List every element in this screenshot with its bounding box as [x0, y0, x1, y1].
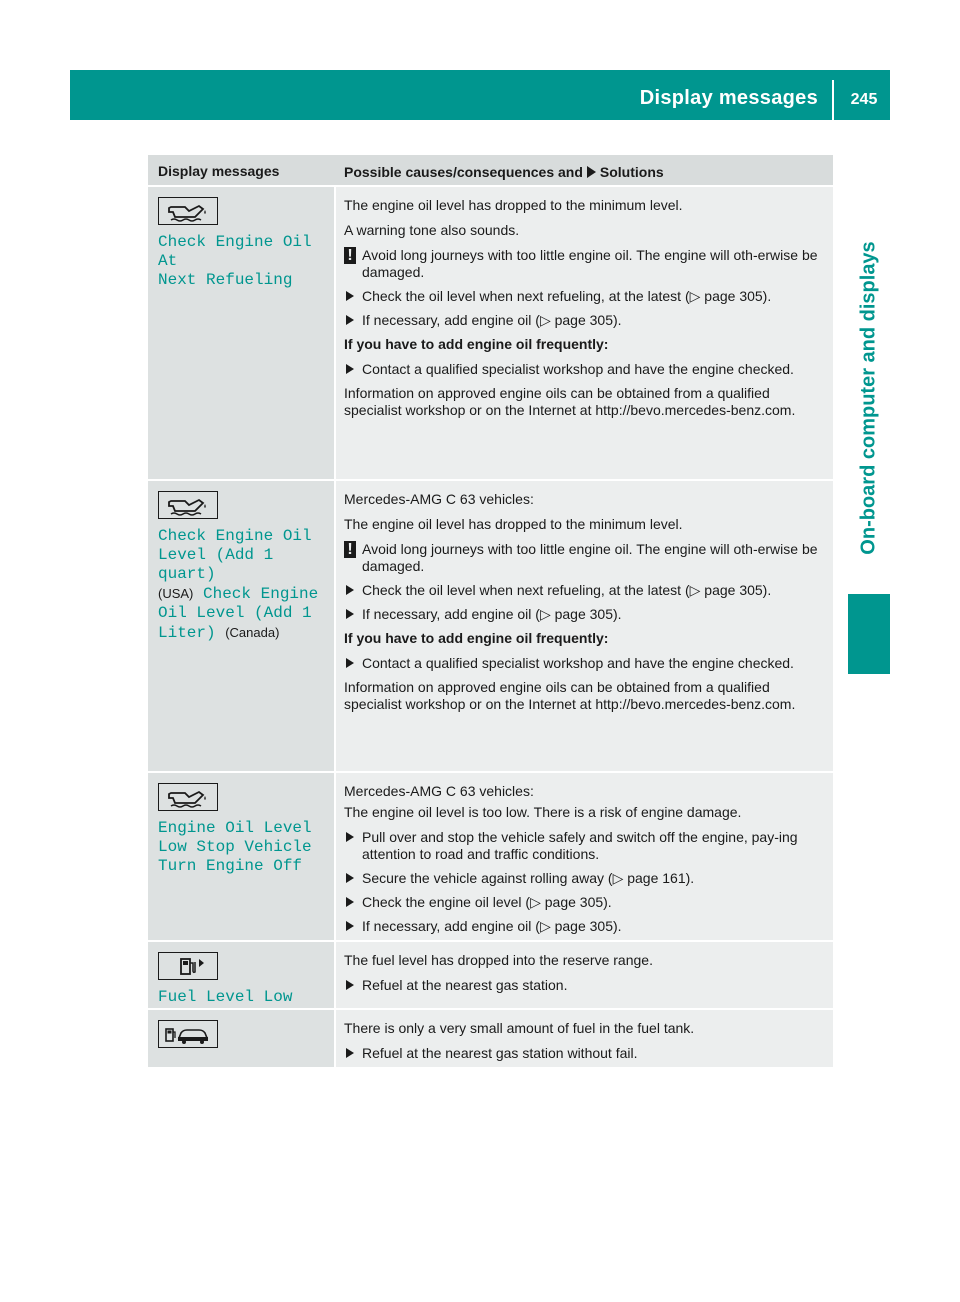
- step-arrow-icon: [346, 585, 354, 595]
- warning-icon: !: [344, 247, 356, 264]
- causes-solutions-cell: [336, 773, 833, 940]
- instruction-step: [344, 288, 827, 305]
- description-text: There is only a very small amount of fuel in the fuel tank.: [344, 1020, 695, 1036]
- warning-note: [344, 541, 827, 575]
- step-text: If necessary, add engine oil (▷ page 305).: [362, 918, 622, 934]
- step-arrow-icon: [346, 315, 354, 325]
- instruction-step: [344, 894, 827, 911]
- step-text: Contact a qualified specialist workshop and have the engine checked.: [362, 655, 794, 671]
- warning-text: Avoid long journeys with too little engine oil. The engine will oth-erwise be damaged.: [362, 541, 818, 574]
- instruction-step: [344, 606, 827, 623]
- step-text: If necessary, add engine oil (▷ page 305).: [362, 606, 622, 622]
- display-text-line: Fuel Level Low: [158, 988, 293, 1006]
- display-text-line: Liter): [158, 624, 216, 642]
- table-row: [148, 481, 833, 773]
- display-text-line: Check Engine: [203, 585, 319, 603]
- region-note: (Canada): [225, 625, 280, 640]
- display-text-line: Turn Engine Off: [158, 857, 303, 875]
- warning-note: [344, 247, 827, 281]
- subheading: If you have to add engine oil frequently:: [344, 336, 609, 352]
- instruction-step: [344, 918, 827, 935]
- instruction-step: [344, 582, 827, 599]
- warning-icon: !: [344, 541, 356, 558]
- region-note: (USA): [158, 586, 194, 601]
- display-text-line: Check Engine Oil At: [158, 233, 312, 270]
- step-arrow-icon: [346, 364, 354, 374]
- table-row: [148, 773, 833, 942]
- info-text: Information on approved engine oils can be obtained from a qualified specialist workshop or on the Internet at http://bevo.mercedes-benz.com.: [344, 679, 796, 712]
- step-text: Refuel at the nearest gas station.: [362, 977, 568, 993]
- display-text-line: Level (Add 1 quart): [158, 546, 274, 583]
- display-text-line: Check Engine Oil: [158, 527, 312, 545]
- col-header-display-messages: Display messages: [158, 163, 280, 179]
- display-text-line: Next Refueling: [158, 271, 293, 289]
- instruction-step: [344, 829, 827, 863]
- engine-oil-icon: [158, 491, 218, 519]
- header-divider: [832, 80, 834, 120]
- table-row: [148, 942, 833, 1010]
- step-text: Check the oil level when next refueling, at the latest (▷ page 305).: [362, 288, 772, 304]
- display-text-line: Low Stop Vehicle: [158, 838, 312, 856]
- info-text: Information on approved engine oils can be obtained from a qualified specialist workshop or on the Internet at http://bevo.mercedes-benz.com.: [344, 385, 796, 418]
- display-text-line: Oil Level (Add 1: [158, 604, 312, 622]
- engine-oil-icon: [158, 783, 218, 811]
- step-text: Refuel at the nearest gas station without fail.: [362, 1045, 638, 1061]
- step-arrow-icon: [346, 921, 354, 931]
- step-arrow-icon: [346, 658, 354, 668]
- table-row: [148, 1010, 833, 1067]
- causes-solutions-cell: [336, 942, 833, 1008]
- instruction-step: [344, 361, 827, 378]
- description-text: Mercedes-AMG C 63 vehicles:: [344, 491, 534, 507]
- step-text: Secure the vehicle against rolling away (▷ page 161).: [362, 870, 695, 886]
- fuel-car-icon: [158, 1020, 218, 1048]
- display-message-cell: [148, 1010, 336, 1067]
- col-header-causes: [336, 155, 833, 185]
- description-text: The engine oil level has dropped to the minimum level.: [344, 516, 683, 532]
- instruction-step: [344, 655, 827, 672]
- causes-solutions-cell: [336, 1010, 833, 1067]
- engine-oil-icon: [158, 197, 218, 225]
- display-message-cell: [148, 187, 336, 479]
- step-arrow-icon: [346, 980, 354, 990]
- step-text: Check the engine oil level (▷ page 305).: [362, 894, 612, 910]
- step-arrow-icon: [346, 1048, 354, 1058]
- chapter-tab-marker: [848, 594, 890, 674]
- col-header-causes-text: Possible causes/consequences and: [344, 164, 583, 180]
- display-message-cell: [148, 773, 336, 940]
- page-number: 245: [850, 91, 878, 108]
- causes-solutions-cell: [336, 187, 833, 479]
- display-text-line: Engine Oil Level: [158, 819, 312, 837]
- solution-arrow-icon: [587, 166, 596, 178]
- page-header: [70, 70, 890, 120]
- step-text: If necessary, add engine oil (▷ page 305).: [362, 312, 622, 328]
- step-arrow-icon: [346, 291, 354, 301]
- fuel-pump-icon: [158, 952, 218, 980]
- chapter-side-label: [848, 120, 890, 675]
- col-header-solutions-text: Solutions: [599, 164, 664, 180]
- subheading: If you have to add engine oil frequently:: [344, 630, 609, 646]
- instruction-step: [344, 977, 827, 994]
- instruction-step: [344, 1045, 827, 1062]
- table-header: [148, 155, 833, 187]
- description-text: The engine oil level is too low. There is a risk of engine damage.: [344, 804, 742, 820]
- description-text: Mercedes-AMG C 63 vehicles:: [344, 783, 534, 799]
- step-arrow-icon: [346, 873, 354, 883]
- instruction-step: [344, 312, 827, 329]
- chapter-title: On-board computer and displays: [857, 240, 880, 555]
- display-messages-table: [148, 155, 833, 1067]
- description-text: The engine oil level has dropped to the minimum level.: [344, 197, 683, 213]
- step-text: Check the oil level when next refueling, at the latest (▷ page 305).: [362, 582, 772, 598]
- table-row: [148, 187, 833, 481]
- warning-text: Avoid long journeys with too little engine oil. The engine will oth-erwise be damaged.: [362, 247, 818, 280]
- step-text: Contact a qualified specialist workshop and have the engine checked.: [362, 361, 794, 377]
- step-arrow-icon: [346, 897, 354, 907]
- step-arrow-icon: [346, 832, 354, 842]
- display-message-cell: [148, 942, 336, 1008]
- description-text: A warning tone also sounds.: [344, 222, 520, 238]
- step-arrow-icon: [346, 609, 354, 619]
- description-text: The fuel level has dropped into the reserve range.: [344, 952, 653, 968]
- instruction-step: [344, 870, 827, 887]
- step-text: Pull over and stop the vehicle safely and switch off the engine, pay-ing attention to road and traffic conditions.: [362, 829, 798, 862]
- page-title: Display messages: [639, 87, 818, 109]
- causes-solutions-cell: [336, 481, 833, 771]
- display-message-cell: [148, 481, 336, 771]
